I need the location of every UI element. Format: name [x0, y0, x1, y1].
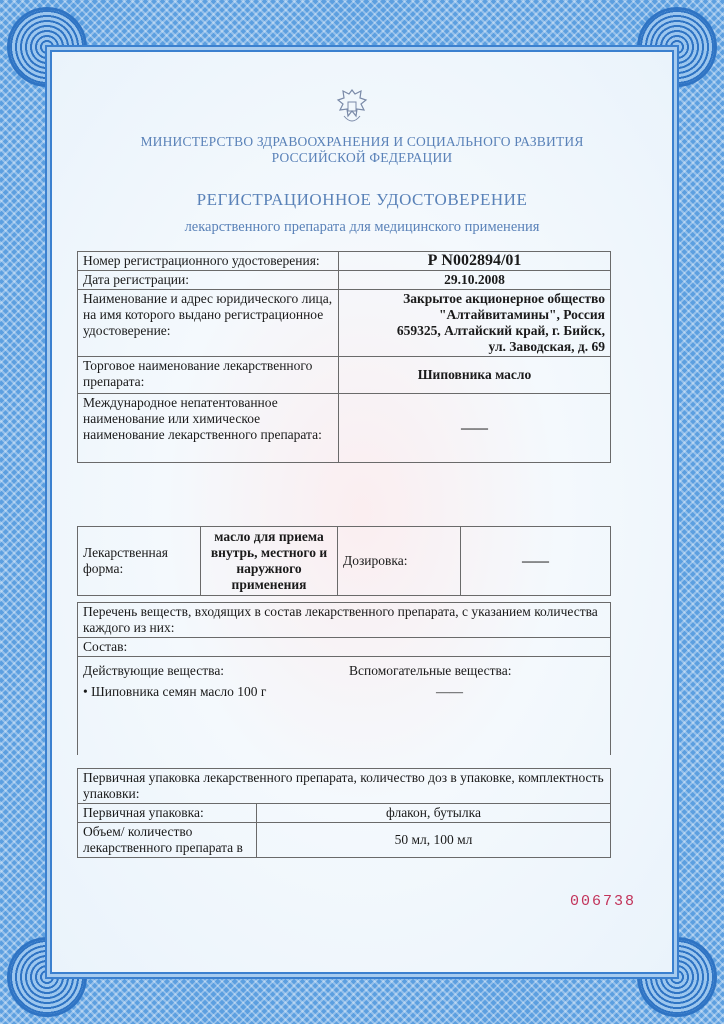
composition-label: Состав: — [78, 638, 611, 657]
registration-number: Р N002894/01 — [339, 252, 611, 271]
primary-value: флакон, бутылка — [257, 804, 611, 823]
excipients-value: —— — [344, 680, 611, 755]
table-row — [78, 271, 611, 290]
active-item: • Шиповника семян масло 100 г — [78, 680, 345, 755]
table-row — [78, 290, 611, 357]
excipients-label: Вспомогательные вещества: — [344, 657, 611, 681]
ministry-header — [100, 134, 624, 166]
table-row — [78, 357, 611, 394]
holder-label: Наименование и адрес юридического лица, на имя которого выдано регистрационное удостоверение: — [78, 290, 339, 357]
holder-line: "Алтайвитамины", Россия — [438, 307, 605, 322]
composition-intro: Перечень веществ, входящих в состав лекарственного препарата, с указанием количества каждого из них: — [78, 603, 611, 638]
table-row — [78, 527, 611, 596]
number-label: Номер регистрационного удостоверения: — [78, 252, 339, 271]
dosage-form-table — [77, 526, 611, 596]
inn-label: Международное непатентованное наименование или химическое наименование лекарственного препарата: — [78, 394, 339, 463]
table-row — [78, 804, 611, 823]
coat-of-arms-icon — [332, 86, 372, 130]
document-title: РЕГИСТРАЦИОННОЕ УДОСТОВЕРЕНИЕ — [196, 190, 528, 209]
table-row — [78, 769, 611, 804]
dosage-label: Дозировка: — [338, 527, 461, 596]
table-row — [78, 680, 611, 755]
date-label: Дата регистрации: — [78, 271, 339, 290]
inn-value: —— — [339, 394, 611, 463]
trade-name-label: Торговое наименование лекарственного препарата: — [78, 357, 339, 394]
packaging-intro: Первичная упаковка лекарственного препарата, количество доз в упаковке, комплектность упаковки: — [78, 769, 611, 804]
registration-table — [77, 251, 611, 463]
dosage-value: —— — [461, 527, 611, 596]
volume-value: 50 мл, 100 мл — [257, 823, 611, 858]
packaging-table — [77, 768, 611, 858]
holder-value — [339, 290, 611, 357]
holder-line: 659325, Алтайский край, г. Бийск, — [396, 323, 605, 338]
holder-line: Закрытое акционерное общество — [403, 291, 605, 306]
form-value: масло для приема внутрь, местного и наружного применения — [201, 527, 338, 596]
table-row — [78, 603, 611, 638]
serial-number: 006738 — [570, 893, 637, 910]
form-label: Лекарственная форма: — [78, 527, 201, 596]
trade-name-value: Шиповника масло — [339, 357, 611, 394]
composition-table — [77, 602, 611, 755]
ministry-line: РОССИЙСКОЙ ФЕДЕРАЦИИ — [271, 150, 453, 165]
table-row — [78, 394, 611, 463]
document-subtitle: лекарственного препарата для медицинского применения — [184, 219, 540, 235]
active-label: Действующие вещества: — [78, 657, 345, 681]
table-row — [78, 657, 611, 681]
holder-line: ул. Заводская, д. 69 — [488, 339, 605, 354]
primary-label: Первичная упаковка: — [78, 804, 257, 823]
table-row — [78, 823, 611, 858]
registration-date: 29.10.2008 — [339, 271, 611, 290]
ministry-line: МИНИСТЕРСТВО ЗДРАВООХРАНЕНИЯ И СОЦИАЛЬНОГО РАЗВИТИЯ — [140, 134, 584, 149]
table-row — [78, 252, 611, 271]
volume-label: Объем/ количество лекарственного препарата в — [78, 823, 257, 858]
table-row — [78, 638, 611, 657]
